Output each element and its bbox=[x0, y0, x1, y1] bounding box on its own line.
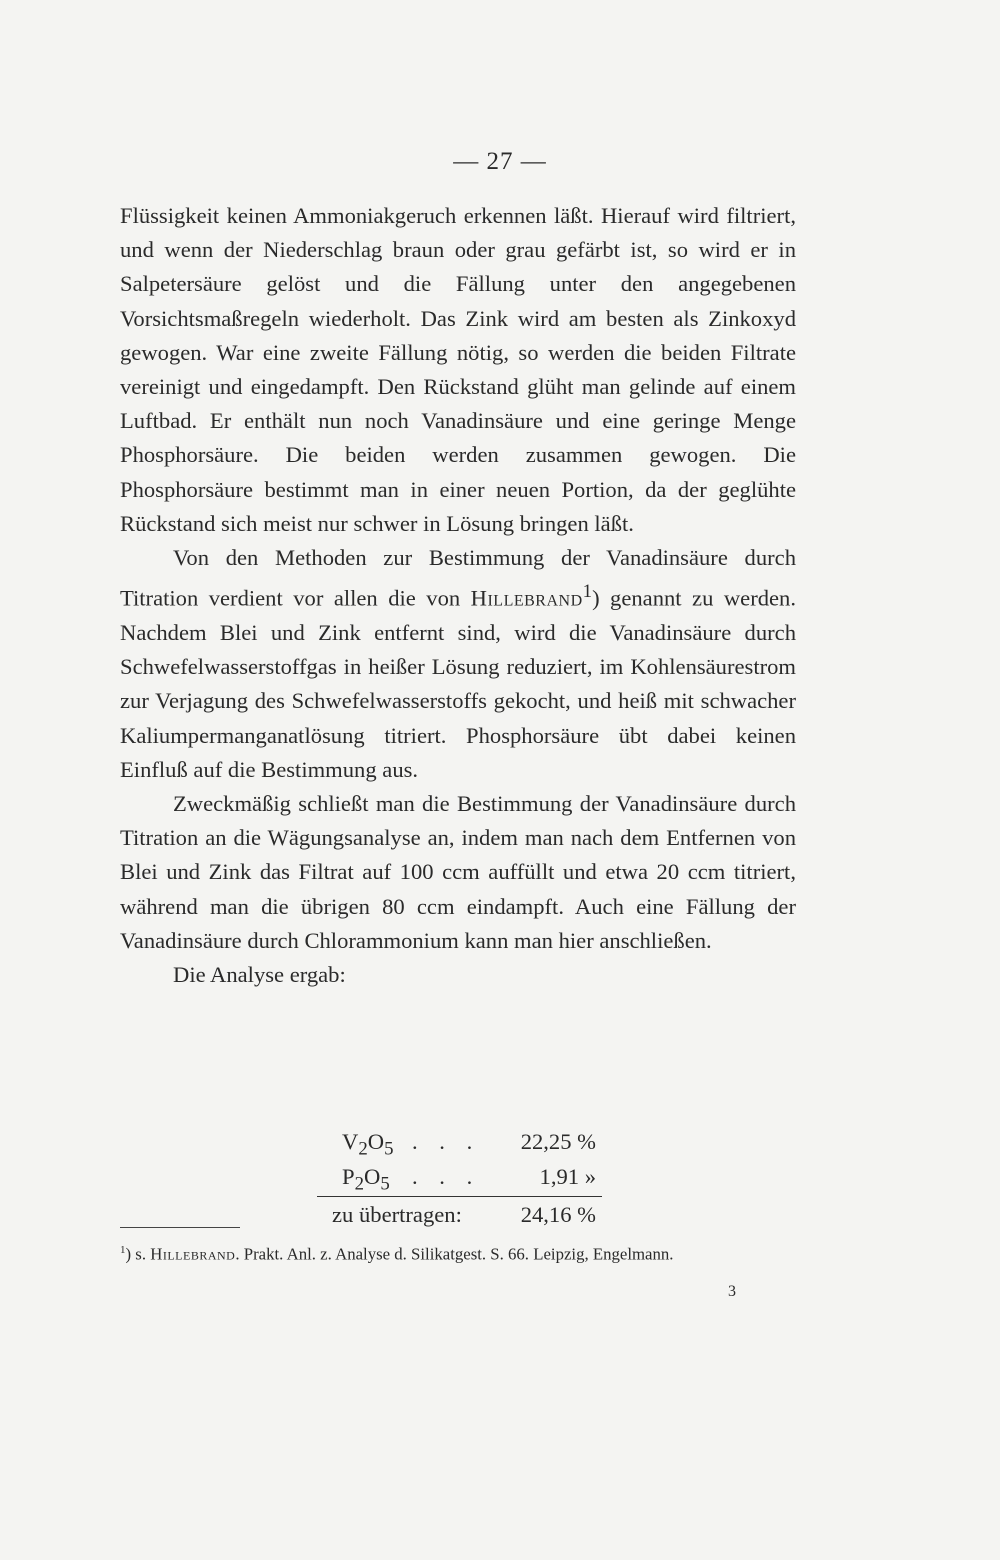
paragraph-3: Zweckmäßig schließt man die Bestimmung der Vanadinsäure durch Titration an die Wägungsanalyse an, indem man nach dem Entfernen von Blei und Zink das Filtrat auf 100 ccm auffüllt und etwa 20 ccm titriert, während man die übrigen 80 ccm eindampft. Auch eine Fällung der Vanadinsäure durch Chlorammonium kann man hier anschließen. bbox=[120, 790, 796, 953]
footnote-ref: 1 bbox=[582, 581, 593, 603]
footnote-author: Hillebrand bbox=[150, 1244, 236, 1264]
paragraph-2-after: ) genannt zu werden. Nachdem Blei und Zink entfernt sind, wird die Vanadinsäure durch Schwefelwasserstoffgas in heißer Lösung reduziert, im Kohlensäurestrom zur Verjagung des Schwefelwasserstoffs gekocht, und heiß mit schwacher Kaliumpermanganatlösung titriert. Phosphorsäure übt dabei keinen Einfluß auf die Bestimmung aus. bbox=[120, 585, 796, 782]
page-number: — 27 — bbox=[453, 148, 547, 175]
signature-mark: 3 bbox=[728, 1283, 736, 1300]
author-name: Hillebrand bbox=[470, 585, 583, 611]
formula: $V_2O_5$ bbox=[342, 1129, 394, 1160]
result-value: 1,91 » bbox=[539, 1164, 596, 1189]
result-row bbox=[322, 1159, 612, 1194]
paragraph-4: Die Analyse ergab: bbox=[173, 962, 346, 987]
total-row bbox=[322, 1197, 612, 1232]
leader-dots: . . . bbox=[412, 1129, 481, 1154]
total-label: zu übertragen: bbox=[332, 1202, 462, 1227]
paragraph-1: Flüssigkeit keinen Ammoniakgeruch erkennen läßt. Hierauf wird filtriert, und wenn der Niederschlag braun oder grau gefärbt ist, so wird er in Salpetersäure gelöst und die Fällung unter den angegebenen Vorsichtsmaßregeln wiederholt. Das Zink wird am besten als Zinkoxyd gewogen. War eine zweite Fällung nötig, so werden die beiden Filtrate vereinigt und eingedampft. Den Rückstand glüht man gelinde auf einem Luftbad. Er enthält nun noch Vanadinsäure und eine geringe Menge Phosphorsäure. Die beiden werden zusammen gewogen. Die Phosphorsäure bestimmt man in einer neuen Portion, da der geglühte Rückstand sich meist nur schwer in Lösung bringen läßt. bbox=[120, 203, 796, 536]
leader-dots: . . . bbox=[412, 1164, 481, 1189]
formula: $P_2O_5$ bbox=[342, 1164, 390, 1195]
footnote-rule bbox=[120, 1227, 240, 1228]
footnote-mark: 1 bbox=[120, 1244, 126, 1256]
result-row bbox=[322, 1124, 612, 1159]
result-value: 22,25 % bbox=[520, 1129, 596, 1154]
paragraph-2-before: Von den Methoden zur Bestimmung der Vanadinsäure durch Titration verdient vor allen die von bbox=[120, 545, 796, 611]
analysis-results bbox=[322, 1124, 612, 1232]
paragraph-2 bbox=[120, 541, 796, 787]
footnote: $^1$) s. Hillebrand. Prakt. Anl. z. Analyse d. Silikatgest. S. 66. Leipzig, Engelmann. bbox=[120, 1244, 674, 1264]
total-value: 24,16 % bbox=[520, 1202, 596, 1227]
body-text bbox=[120, 199, 796, 992]
footnote-text: . Prakt. Anl. z. Analyse d. Silikatgest. S. 66. Leipzig, Engelmann. bbox=[235, 1244, 674, 1264]
